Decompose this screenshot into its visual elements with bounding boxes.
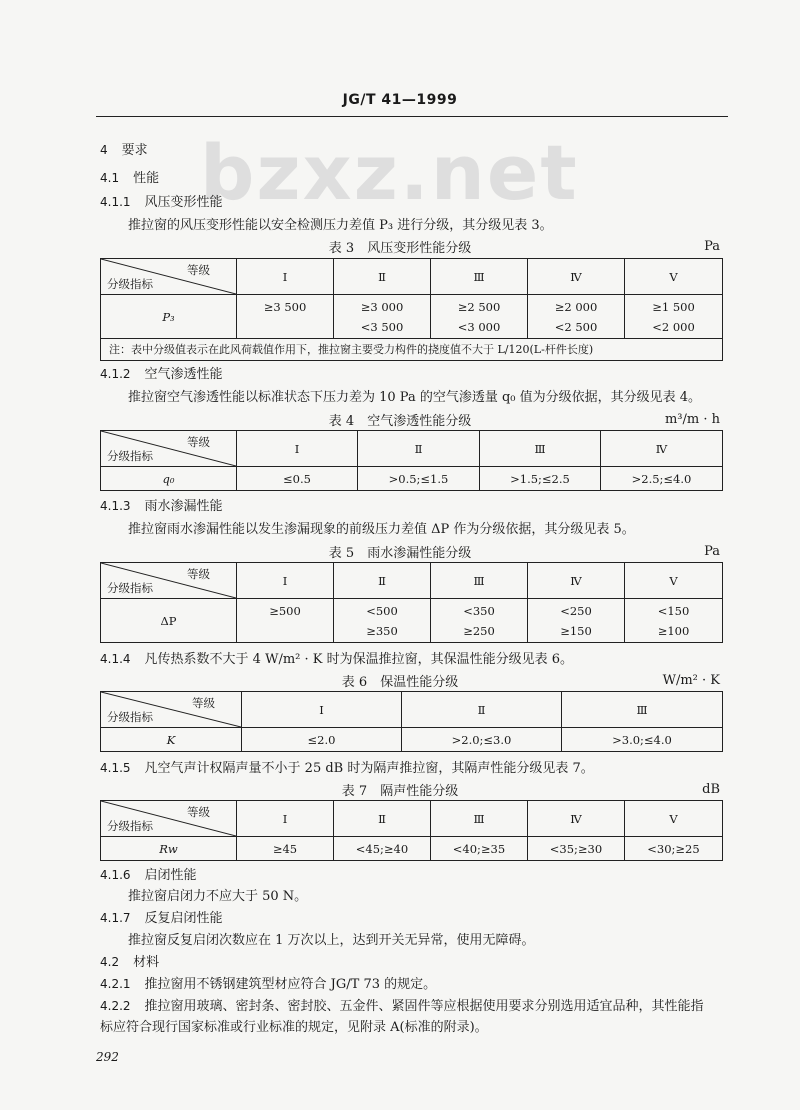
grade-header: Ⅲ: [431, 801, 528, 837]
row-label: ΔP: [101, 599, 237, 643]
table-cell: [334, 599, 431, 643]
section-4-2-1-paragraph: [100, 976, 436, 993]
grade-header: Ⅳ: [528, 801, 625, 837]
section-title: 启闭性能: [144, 868, 197, 883]
table-cell: [625, 295, 723, 339]
table-6-caption: 表 6 保温性能分级: [341, 675, 459, 690]
section-4-2-heading: [100, 954, 159, 971]
table-header-corner: [101, 431, 237, 467]
cell-line-1: ≥2 000: [554, 299, 598, 314]
section-title: 反复启闭性能: [144, 911, 223, 926]
cell-line-1: <150: [657, 603, 690, 618]
grade-header: Ⅰ: [237, 801, 334, 837]
section-number: 4: [100, 143, 108, 157]
grade-label: 等级: [187, 567, 210, 581]
table-4-caption: 表 4 空气渗透性能分级: [328, 414, 472, 429]
section-number: 4.1.7: [100, 911, 131, 925]
table-6: [100, 691, 723, 752]
cell-line-1: <350: [463, 603, 495, 618]
section-number: 4.1.1: [100, 195, 131, 209]
section-number: 4.2: [100, 955, 120, 969]
grade-header: Ⅲ: [431, 563, 528, 599]
section-4-1-1-heading: [100, 194, 223, 211]
section-title: 风压变形性能: [144, 195, 223, 210]
index-label: 分级指标: [107, 581, 153, 595]
table-cell: [431, 599, 528, 643]
section-4-2-2-paragraph: [100, 998, 704, 1015]
row-label: q₀: [101, 467, 237, 491]
cell-line-1: ≥500: [269, 604, 301, 618]
section-number: 4.1: [100, 171, 120, 185]
table-7-unit: dB: [702, 782, 720, 797]
table-header-corner: [101, 801, 237, 837]
table-cell: [237, 295, 334, 339]
table-header-corner: [101, 259, 237, 295]
table-cell: <35;≥30: [528, 837, 625, 861]
grade-header: Ⅴ: [625, 563, 723, 599]
section-number: 4.1.5: [100, 761, 131, 775]
grade-header: Ⅰ: [242, 692, 402, 728]
table-6-unit: W/m² · K: [662, 673, 720, 688]
grade-header: Ⅱ: [334, 259, 431, 295]
table-3: [100, 258, 723, 361]
table-cell: [431, 295, 528, 339]
section-4-2-2-continuation: 标应符合现行国家标准或行业标准的规定，见附录 A(标准的附录)。: [100, 1020, 488, 1035]
cell-line-2: <2 000: [652, 319, 695, 334]
cell-line-2: <3 000: [457, 319, 501, 334]
cell-line-1: ≥3 500: [263, 300, 307, 314]
row-label: P₃: [101, 295, 237, 339]
table-note: 注：表中分级值表示在此风荷载值作用下，推拉窗主要受力构件的挠度值不大于 L/120(L-杆件长度): [101, 339, 723, 361]
cell-line-1: <250: [560, 603, 592, 618]
table-row: [101, 599, 723, 643]
table-cell: [237, 599, 334, 643]
paragraph-text: 凡传热系数不大于 4 W/m² · K 时为保温推拉窗，其保温性能分级见表 6。: [144, 652, 574, 667]
table-4: [100, 430, 723, 491]
table-7-caption: 表 7 隔声性能分级: [341, 784, 459, 799]
section-title: 空气渗透性能: [144, 367, 223, 382]
row-label: Rw: [101, 837, 237, 861]
table-3-unit: Pa: [704, 239, 720, 254]
cell-line-2: <3 500: [360, 319, 404, 334]
table-cell: >2.5;≤4.0: [601, 467, 723, 491]
table-5: [100, 562, 723, 643]
cell-line-2: ≥350: [366, 623, 398, 638]
index-label: 分级指标: [107, 449, 153, 463]
table-cell: [625, 599, 723, 643]
grade-header: Ⅱ: [334, 801, 431, 837]
paragraph-4-1-2: 推拉窗空气渗透性能以标准状态下压力差为 10 Pa 的空气渗透量 q₀ 值为分级依据，其分级见表 4。: [128, 390, 702, 405]
section-4-1-5-paragraph: [100, 760, 594, 777]
table-cell: [528, 599, 625, 643]
table-5-unit: Pa: [704, 544, 720, 559]
grade-label: 等级: [187, 263, 210, 277]
grade-label: 等级: [192, 696, 215, 710]
grade-header: Ⅲ: [480, 431, 601, 467]
section-number: 4.1.4: [100, 652, 131, 666]
section-4-1-3-heading: [100, 498, 223, 515]
cell-line-1: ≥1 500: [652, 299, 695, 314]
section-number: 4.1.2: [100, 367, 131, 381]
grade-header: Ⅳ: [528, 563, 625, 599]
cell-line-1: <500: [366, 603, 398, 618]
table-row: [101, 467, 723, 491]
section-title: 材料: [133, 955, 160, 970]
grade-header: Ⅳ: [601, 431, 723, 467]
grade-header: Ⅱ: [358, 431, 480, 467]
page-number: 292: [96, 1050, 119, 1064]
table-5-caption: 表 5 雨水渗漏性能分级: [328, 546, 472, 561]
table-cell: >1.5;≤2.5: [480, 467, 601, 491]
table-4-unit: m³/m · h: [664, 412, 720, 427]
table-cell: ≤0.5: [237, 467, 358, 491]
table-row: [101, 295, 723, 339]
paragraph-text: 凡空气声计权隔声量不小于 25 dB 时为隔声推拉窗，其隔声性能分级见表 7。: [144, 761, 594, 776]
paragraph-4-1-7: 推拉窗反复启闭次数应在 1 万次以上，达到开关无异常，使用无障碍。: [128, 933, 535, 948]
section-4-1-4-paragraph: [100, 651, 573, 668]
section-title: 性能: [133, 171, 160, 186]
table-3-caption: 表 3 风压变形性能分级: [328, 241, 472, 256]
cell-line-2: <2 500: [554, 319, 598, 334]
section-number: 4.1.3: [100, 499, 131, 513]
table-cell: [334, 295, 431, 339]
index-label: 分级指标: [107, 819, 153, 833]
index-label: 分级指标: [107, 710, 153, 724]
cell-line-1: ≥3 000: [360, 299, 404, 314]
paragraph-4-1-6: 推拉窗启闭力不应大于 50 N。: [128, 889, 308, 904]
section-number: 4.2.2: [100, 999, 131, 1013]
grade-header: Ⅴ: [625, 259, 723, 295]
table-header-corner: [101, 563, 237, 599]
table-header-corner: [101, 692, 242, 728]
grade-header: Ⅱ: [402, 692, 562, 728]
section-4-heading: [100, 142, 148, 159]
table-cell: <40;≥35: [431, 837, 528, 861]
section-4-1-7-heading: [100, 910, 223, 927]
paragraph-text: 推拉窗用不锈钢建筑型材应符合 JG/T 73 的规定。: [144, 977, 437, 992]
table-cell: ≥45: [237, 837, 334, 861]
cell-line-2: ≥150: [560, 623, 592, 638]
table-cell: >3.0;≤4.0: [562, 728, 723, 752]
table-cell: [528, 295, 625, 339]
grade-header: Ⅰ: [237, 431, 358, 467]
cell-line-1: ≥2 500: [457, 299, 501, 314]
section-4-1-6-heading: [100, 867, 197, 884]
row-label: K: [101, 728, 242, 752]
table-row: [101, 837, 723, 861]
grade-header: Ⅲ: [431, 259, 528, 295]
section-number: 4.2.1: [100, 977, 131, 991]
paragraph-4-1-1: 推拉窗的风压变形性能以安全检测压力差值 P₃ 进行分级，其分级见表 3。: [128, 218, 553, 233]
section-4-1-heading: [100, 170, 159, 187]
table-7: [100, 800, 723, 861]
grade-header: Ⅲ: [562, 692, 723, 728]
grade-header: Ⅰ: [237, 259, 334, 295]
grade-label: 等级: [187, 805, 210, 819]
cell-line-2: ≥250: [463, 623, 495, 638]
table-cell: <45;≥40: [334, 837, 431, 861]
paragraph-text: 推拉窗用玻璃、密封条、密封胶、五金件、紧固件等应根据使用要求分别选用适宜品种，其性能指: [144, 999, 704, 1014]
watermark: bzxz.net: [200, 128, 579, 217]
table-cell: <30;≥25: [625, 837, 723, 861]
section-title: 雨水渗漏性能: [144, 499, 223, 514]
grade-header: Ⅰ: [237, 563, 334, 599]
grade-header: Ⅴ: [625, 801, 723, 837]
section-title: 要求: [121, 143, 148, 158]
table-cell: >0.5;≤1.5: [358, 467, 480, 491]
grade-header: Ⅳ: [528, 259, 625, 295]
section-4-1-2-heading: [100, 366, 223, 383]
index-label: 分级指标: [107, 277, 153, 291]
page-header: JG/T 41—1999: [342, 92, 458, 108]
table-row: [101, 728, 723, 752]
cell-line-2: ≥100: [657, 623, 690, 638]
table-cell: >2.0;≤3.0: [402, 728, 562, 752]
paragraph-4-1-3: 推拉窗雨水渗漏性能以发生渗漏现象的前级压力差值 ΔP 作为分级依据，其分级见表 5。: [128, 522, 635, 537]
grade-header: Ⅱ: [334, 563, 431, 599]
table-cell: ≤2.0: [242, 728, 402, 752]
section-number: 4.1.6: [100, 868, 131, 882]
grade-label: 等级: [187, 435, 210, 449]
header-rule: [96, 116, 728, 117]
